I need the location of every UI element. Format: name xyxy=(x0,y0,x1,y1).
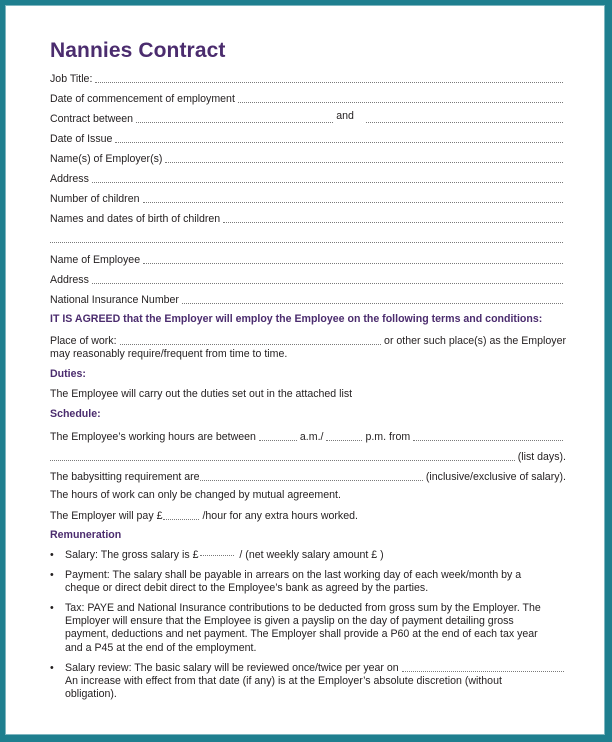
review-label: Salary review: The basic salary will be reviewed once/twice per year on xyxy=(65,662,399,674)
employee-name-field xyxy=(50,251,566,267)
list-days-label: (list days). xyxy=(517,451,566,463)
agreed-heading: IT IS AGREED that the Employer will employ the Employee on the following terms and conditions: xyxy=(50,313,543,325)
extra-pay-input-line[interactable] xyxy=(163,518,199,520)
review-date-input-line[interactable] xyxy=(402,670,564,672)
babysitting-field xyxy=(50,468,566,484)
babysitting-label: The babysitting requirement are xyxy=(50,471,200,483)
working-hours-field xyxy=(50,428,566,444)
employee-address-label: Address xyxy=(50,274,89,286)
review-line-1 xyxy=(65,662,564,675)
place-of-work-line2: may reasonably require/frequent from time to time. xyxy=(50,348,288,360)
children-names-input-line-2[interactable] xyxy=(50,241,563,243)
review-line-3: obligation). xyxy=(65,688,117,701)
num-children-field xyxy=(50,190,566,206)
employee-address-field xyxy=(50,271,566,287)
children-names-continuation xyxy=(50,230,566,246)
contract-between-label: Contract between xyxy=(50,113,134,125)
employer-address-field xyxy=(50,170,566,186)
bullet-marker: • xyxy=(50,569,54,581)
place-of-work-field xyxy=(50,332,566,348)
review-line-2: An increase with effect from that date (if any) is at the Employer’s absolute discretion (without xyxy=(65,675,502,688)
job-title-field xyxy=(50,70,566,86)
duties-text: The Employee will carry out the duties set out in the attached list xyxy=(50,388,353,400)
working-hours-label: The Employee’s working hours are between xyxy=(50,431,256,443)
place-of-work-input-line[interactable] xyxy=(120,343,382,345)
hours-start-input-line[interactable] xyxy=(259,439,297,441)
date-commencement-field xyxy=(50,90,566,106)
contract-page xyxy=(5,5,605,735)
extra-pay-field xyxy=(50,507,566,523)
employers-field xyxy=(50,150,566,166)
babysitting-suffix: (inclusive/exclusive of salary). xyxy=(425,471,566,483)
and-label: and xyxy=(336,110,354,122)
salary-label: Salary: The gross salary is £ xyxy=(65,549,199,561)
payment-line-2: cheque or direct debit direct to the Employee’s bank as agreed by the parties. xyxy=(65,582,429,595)
date-issue-input-line[interactable] xyxy=(115,141,563,143)
extra-pay-label: The Employer will pay £ xyxy=(50,510,163,522)
ni-number-input-line[interactable] xyxy=(182,302,563,304)
list-days-field xyxy=(50,448,566,464)
page-title: Nannies Contract xyxy=(50,39,226,62)
schedule-heading: Schedule: xyxy=(50,408,101,420)
tax-line-2: Employer will ensure that the Employee is given a payslip on the day of payment detailing gross xyxy=(65,615,514,628)
employers-input-line[interactable] xyxy=(165,161,563,163)
days-input-line[interactable] xyxy=(413,439,563,441)
employee-name-label: Name of Employee xyxy=(50,254,141,266)
employer-address-label: Address xyxy=(50,173,89,185)
employee-address-input-line[interactable] xyxy=(92,282,563,284)
ni-number-field xyxy=(50,291,566,307)
ni-number-label: National Insurance Number xyxy=(50,294,179,306)
place-of-work-label: Place of work: xyxy=(50,335,117,347)
children-names-label: Names and dates of birth of children xyxy=(50,213,221,225)
salary-input-line[interactable] xyxy=(200,554,234,556)
salary-suffix: / (net weekly salary amount £ ) xyxy=(239,549,384,561)
employee-name-input-line[interactable] xyxy=(143,262,563,264)
date-commencement-label: Date of commencement of employment xyxy=(50,93,235,105)
payment-line-1: Payment: The salary shall be payable in arrears on the last working day of each week/month by a xyxy=(65,569,522,581)
tax-line-3: payment, deductions and net payment. The Employer shall provide a P60 at the end of each tax year xyxy=(65,628,538,641)
contract-party1-input-line[interactable] xyxy=(136,121,333,123)
children-names-field xyxy=(50,210,566,226)
bullet-marker: • xyxy=(50,602,54,614)
contract-party2-input-line[interactable] xyxy=(366,121,563,123)
bullet-marker: • xyxy=(50,549,54,561)
children-names-input-line[interactable] xyxy=(223,221,563,223)
am-label: a.m./ xyxy=(299,431,324,443)
job-title-label: Job Title: xyxy=(50,73,93,85)
employers-label: Name(s) of Employer(s) xyxy=(50,153,163,165)
contract-between-field xyxy=(50,110,566,126)
remuneration-heading: Remuneration xyxy=(50,529,122,541)
place-of-work-suffix: or other such place(s) as the Employer xyxy=(384,335,566,347)
days-input-line-2[interactable] xyxy=(50,459,515,461)
hours-end-input-line[interactable] xyxy=(326,439,362,441)
tax-line-1: Tax: PAYE and National Insurance contributions to be deducted from gross sum by the Employer. The xyxy=(65,602,541,614)
date-issue-field xyxy=(50,130,566,146)
num-children-label: Number of children xyxy=(50,193,140,205)
bullet-marker: • xyxy=(50,662,54,674)
job-title-input-line[interactable] xyxy=(95,81,563,83)
extra-pay-suffix: /hour for any extra hours worked. xyxy=(202,510,358,522)
mutual-agreement-text: The hours of work can only be changed by mutual agreement. xyxy=(50,489,341,501)
num-children-input-line[interactable] xyxy=(143,201,564,203)
tax-line-4: and a P45 at the end of the employment. xyxy=(65,641,257,654)
date-issue-label: Date of Issue xyxy=(50,133,113,145)
pm-label: p.m. from xyxy=(365,431,411,443)
employer-address-input-line[interactable] xyxy=(92,181,563,183)
date-commencement-input-line[interactable] xyxy=(238,101,563,103)
duties-heading: Duties: xyxy=(50,368,86,380)
babysitting-input-line[interactable] xyxy=(200,479,423,481)
